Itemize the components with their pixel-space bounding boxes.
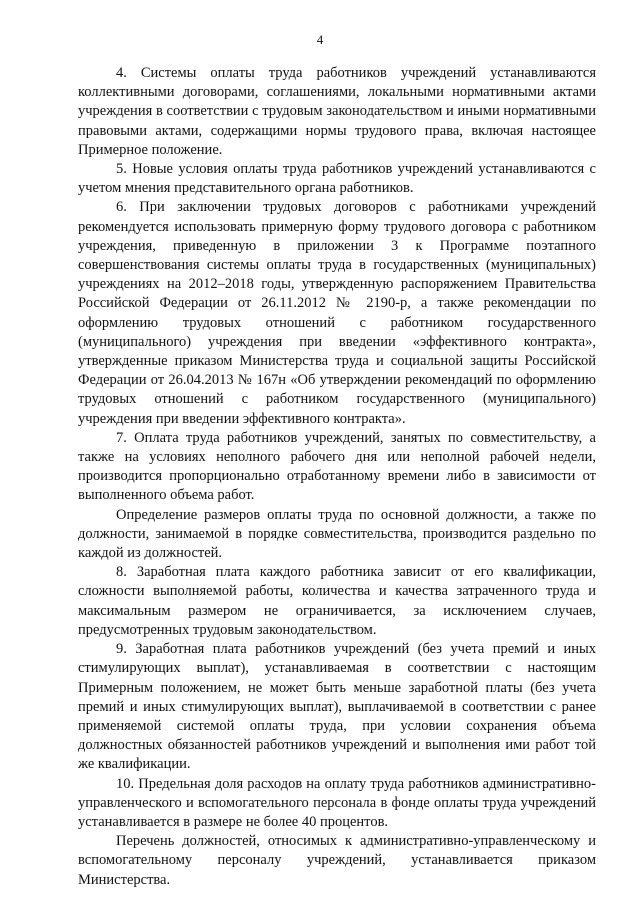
paragraph-item-5: 5. Новые условия оплаты труда работников учреждений устанавливаются с учетом мнения представительного органа работников.: [78, 161, 596, 197]
paragraph-item-8: 8. Заработная плата каждого работника зависит от его квалификации, сложности выполняемой работы, количества и качества затраченного труда и максимальным размером не ограничивается, за исключением случаев, предусмотренных трудовым законодательством.: [78, 564, 596, 638]
paragraph-item-9: 9. Заработная плата работников учреждений (без учета премий и иных стимулирующих выплат), устанавливаемая в соответствии с настоящим Примерным положением, не может быть меньше заработной платы (без учета премий и иных стимулирующих выплат), выплачиваемой в соответствии с ранее применяемой системой оплаты труда, при условии сохранения объема должностных обязанностей работников учреждений и выполнения ими работ той же квалификации.: [78, 641, 596, 773]
paragraph-item-7: 7. Оплата труда работников учреждений, занятых по совместительству, а также на условиях неполного рабочего дня или неполной рабочей недели, производится пропорционально отработанному времени либо в зависимости от выполненного объема работ.: [78, 429, 596, 504]
paragraph-item-4: 4. Системы оплаты труда работников учреждений устанавливаются коллективными договорами, соглашениями, локальными нормативными актами учреждения в соответствии с трудовым законодательством и иными нормативными правовыми актами, содержащими нормы трудового права, включая настоящее Примерное положение.: [78, 65, 596, 158]
document-body: [78, 64, 596, 890]
paragraph-item-10-continuation: Перечень должностей, относимых к административно-управленческому и вспомогательному персоналу учреждений, устанавливается приказом Министерства.: [78, 833, 596, 888]
paragraph-item-7-continuation: Определение размеров оплаты труда по основной должности, а также по должности, занимаемой в порядке совместительства, производится раздельно по каждой из должностей.: [78, 506, 596, 562]
paragraph-item-6: 6. При заключении трудовых договоров с работниками учреждений рекомендуется использовать примерную форму трудового договора с работником учреждения, приведенную в приложении 3 к Программе поэтапного совершенствования системы оплаты труда в государственных (муниципальных) учреждениях на 2012–2018 годы, утвержденную распоряжением Правительства Российской Федерации от 26.11.2012 № 2190-р, а также рекомендации по оформлению трудовых отношений с работником государственного (муниципального) учреждения при введении «эффективного контракта», утвержденные приказом Министерства труда и социальной защиты Российской Федерации от 26.04.2013 № 167н «Об утверждении рекомендаций по оформлению трудовых отношений с работником государственного (муниципального) учреждения при введении эффективного контракта».: [78, 199, 596, 427]
page-number: 4: [316, 32, 324, 47]
paragraph-item-10: 10. Предельная доля расходов на оплату труда работников административно-управленческого и вспомогательного персонала в фонде оплаты труда учреждений устанавливается в размере не более 40 процентов.: [78, 775, 596, 830]
